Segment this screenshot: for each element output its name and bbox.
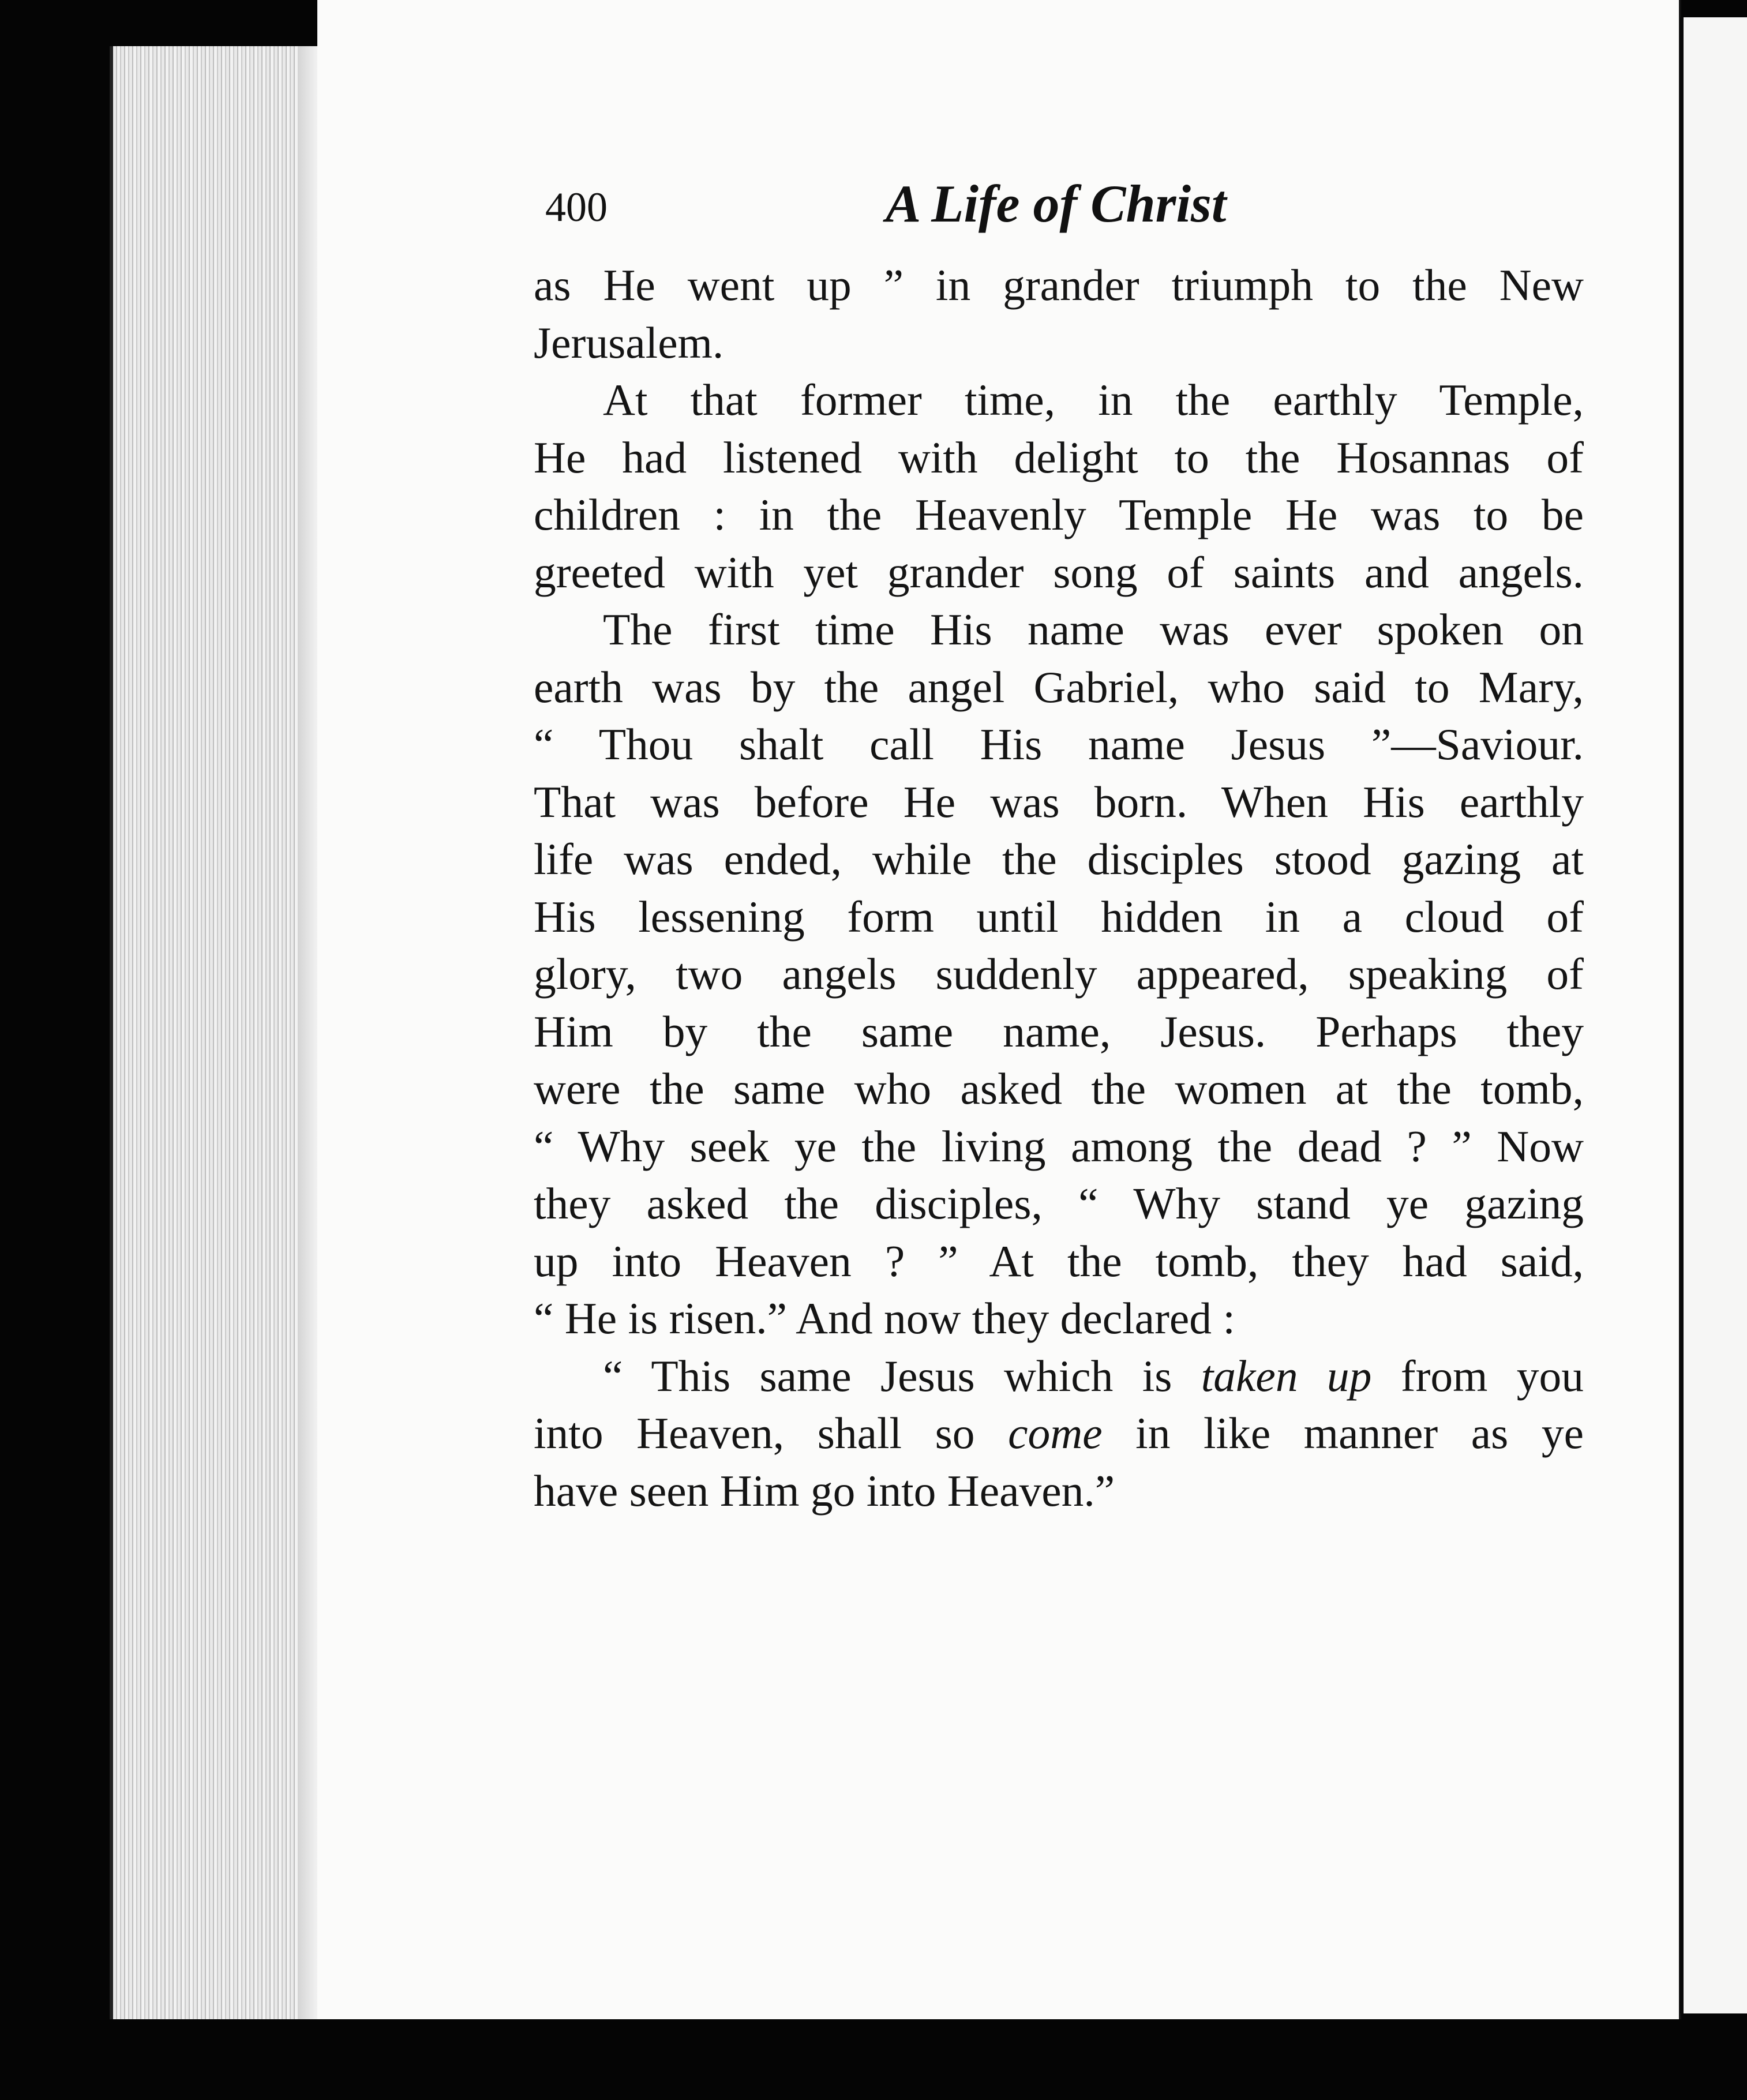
paragraph-2-line-1	[534, 372, 1584, 429]
text-line: “ He is risen.” And now they declared :	[534, 1293, 1235, 1343]
text-segment: into Heaven, shall so	[534, 1408, 1009, 1458]
paragraph-3-line-4	[534, 774, 1584, 831]
text-line: up into Heaven ? ” At the tomb, they had said,	[534, 1236, 1584, 1286]
paragraph-3-line-12	[534, 1233, 1584, 1291]
text-segment: in like manner as ye	[1102, 1408, 1584, 1458]
paragraph-3-line-8	[534, 1003, 1584, 1061]
paragraph-3-line-3	[534, 716, 1584, 774]
text-line: as He went up ” in grander triumph to the New	[534, 260, 1584, 310]
text-line: children : in the Heavenly Temple He was to be	[534, 490, 1584, 539]
paragraph-4-line-3	[534, 1462, 1584, 1520]
paragraph-3-line-1	[534, 601, 1584, 659]
paragraph-2-line-2	[534, 429, 1584, 487]
text-line: they asked the disciples, “ Why stand ye gazing	[534, 1179, 1584, 1228]
emphasis-text: taken up	[1201, 1351, 1372, 1401]
paragraph-3-line-10	[534, 1118, 1584, 1176]
paragraph-1	[534, 257, 1584, 314]
text-line: life was ended, while the disciples stood gazing at	[534, 834, 1584, 884]
paragraph-3-line-5	[534, 831, 1584, 888]
paragraph-3-line-2	[534, 659, 1584, 717]
text-line: glory, two angels suddenly appeared, speaking of	[534, 949, 1584, 999]
running-title: A Life of Christ	[886, 174, 1227, 233]
text-line: Him by the same name, Jesus. Perhaps they	[534, 1006, 1584, 1056]
facing-page	[1680, 17, 1747, 2013]
book-page-edges	[110, 46, 321, 2019]
paragraph-4-line-1	[534, 1348, 1584, 1405]
paragraph-2-line-3	[534, 486, 1584, 544]
paragraph-3-line-11	[534, 1175, 1584, 1233]
paragraph-3-line-9	[534, 1060, 1584, 1118]
text-line: His lessening form until hidden in a cloud of	[534, 891, 1584, 942]
text-line: “ Thou shalt call His name Jesus ”—Saviour.	[534, 719, 1584, 769]
text-line: earth was by the angel Gabriel, who said to Mary,	[534, 662, 1584, 712]
paragraph-2-line-4	[534, 544, 1584, 602]
paragraph-1-end	[534, 314, 1584, 372]
text-line: greeted with yet grander song of saints and angels.	[534, 547, 1584, 597]
text-line: Jerusalem.	[534, 317, 724, 367]
paragraph-3-line-13	[534, 1290, 1584, 1348]
text-segment: from you	[1371, 1351, 1584, 1401]
text-line: have seen Him go into Heaven.”	[534, 1465, 1115, 1516]
text-segment: “ This same Jesus which is	[603, 1351, 1201, 1401]
text-line: He had listened with delight to the Hosannas of	[534, 432, 1584, 482]
body-text	[534, 257, 1584, 1520]
emphasis-text: come	[1008, 1408, 1103, 1458]
page-header	[545, 173, 1284, 248]
page-number: 400	[545, 184, 608, 230]
paragraph-3-line-7	[534, 946, 1584, 1003]
text-line: The first time His name was ever spoken on	[603, 605, 1584, 654]
text-line: That was before He was born. When His earthly	[534, 777, 1584, 827]
text-line: At that former time, in the earthly Temple,	[603, 375, 1584, 425]
text-line: were the same who asked the women at the tomb,	[534, 1064, 1584, 1113]
paragraph-3-line-6	[534, 888, 1584, 946]
text-line: “ Why seek ye the living among the dead ? ” Now	[534, 1121, 1584, 1171]
paragraph-4-line-2	[534, 1405, 1584, 1462]
